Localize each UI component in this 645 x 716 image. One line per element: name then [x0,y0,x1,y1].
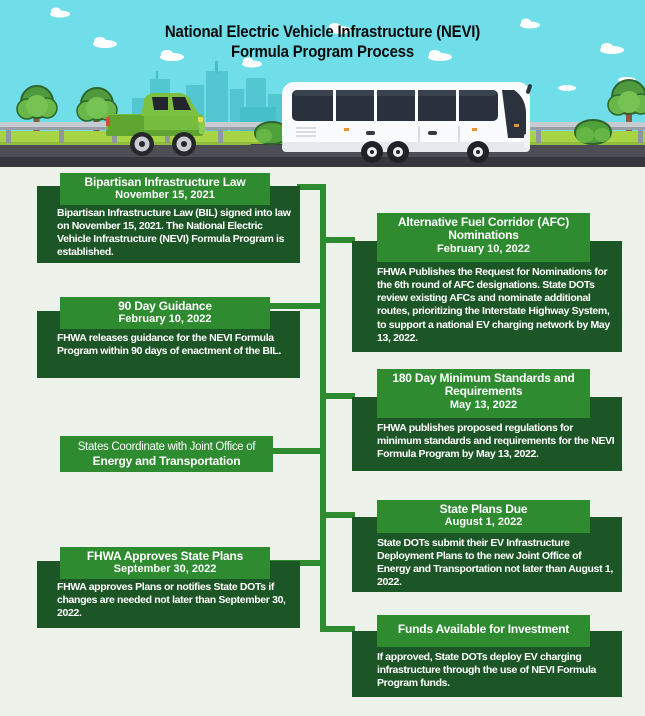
box-title: Alternative Fuel Corridor (AFC) Nominations [397,215,570,243]
box-body-text: FHWA publishes proposed regulations for minimum standards and requirements for the NEVI Formula Program by May 13, 2022. [377,422,615,461]
connector-branch-plans-due [323,512,355,518]
box-body-text: State DOTs submit their EV Infrastructure Deployment Plans to the new Joint Office of Energy and Transportation not later than August 1, 2022. [377,537,613,589]
box-body-text: FHWA Publishes the Request for Nominations for the 6th round of AFC designations. State DOTs review existing AFCs and nominate additional routes, prioritizing the Interstate Highway System, to support a national EV charging network by May 13, 2022. [377,266,610,344]
box-header [377,500,590,533]
box-body-text: Bipartisan Infrastructure Law (BIL) signed into law on November 15, 2021. The National Electric Vehicle Infrastructure (NEVI) Formula Program is established. [57,207,291,259]
connector-branch-funds [323,626,355,632]
box-date: February 10, 2022 [437,242,530,255]
connector-branch-90day [268,303,323,309]
box-body-text: If approved, State DOTs deploy EV charging infrastructure through the use of NEVI Formula Program funds. [377,651,597,690]
box-title: 90 Day Guidance [118,299,212,313]
connector-branch-bil [297,184,323,190]
box-title: Bipartisan Infrastructure Law [84,175,246,189]
box-date: August 1, 2022 [444,516,523,529]
bush-icon [575,120,611,144]
box-title: Funds Available for Investment [397,622,570,636]
box-header [377,369,590,418]
connector-branch-180day [323,393,355,399]
box-body-text: FHWA approves Plans or notifies State DOTs if changes are needed not later than September 30, 2022. [57,581,286,620]
box-body-text: FHWA releases guidance for the NEVI Formula Program within 90 days of enactment of the BIL. [57,332,281,358]
box-title: State Plans Due [439,502,528,516]
box-title: FHWA Approves State Plans [86,549,244,563]
connector-branch-coordination [270,448,323,454]
box-date: February 10, 2022 [118,313,212,326]
title-line-2: Formula Program Process [230,42,415,62]
box-header [377,615,590,647]
box-date: September 30, 2022 [113,563,217,576]
box-header [60,297,270,329]
page-title [39,22,607,62]
box-title: 180 Day Minimum Standards and Requirements [392,371,575,399]
bus-icon [282,82,532,163]
coordination-line-2: Energy and Transportation [92,454,241,469]
box-header [60,173,270,205]
coordination-box [60,436,273,472]
connector-branch-afc [323,237,355,243]
box-date: November 15, 2021 [115,189,215,202]
box-date: May 13, 2022 [449,398,518,411]
box-header [60,547,270,579]
coordination-line-1: States Coordinate with Joint Office of [77,441,256,453]
title-line-1: National Electric Vehicle Infrastructure (NEVI) [164,22,481,41]
box-header [377,213,590,262]
